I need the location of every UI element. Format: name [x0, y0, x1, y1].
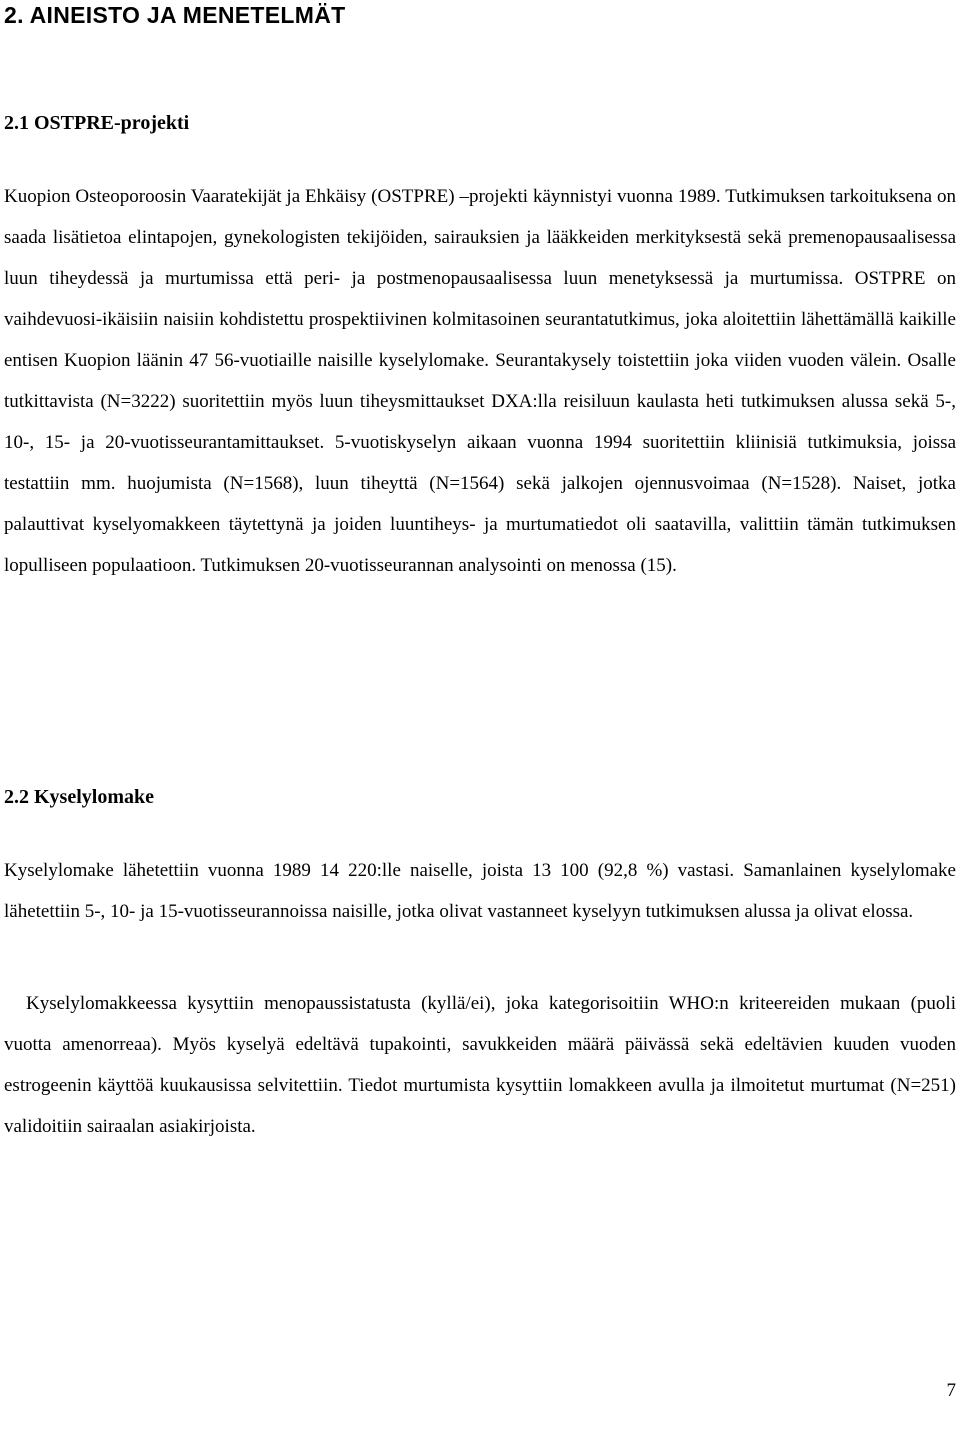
paragraph-kyselylomake-1: Kyselylomake lähetettiin vuonna 1989 14 220:lle naiselle, joista 13 100 (92,8 %) vastasi. Samanlainen kyselylomake lähetettiin 5-, 10- ja 15-vuotisseurannoissa naisille, jotka olivat vastanneet kyselyyn tutkimuksen alussa ja olivat elossa.: [4, 860, 956, 922]
page-number: 7: [946, 1380, 956, 1401]
section-heading-ostpre: 2.1 OSTPRE-projekti: [4, 112, 190, 134]
chapter-heading: 2. AINEISTO JA MENETELMÄT: [4, 2, 346, 28]
paragraph-kyselylomake-2: Kyselylomakkeessa kysyttiin menopaussistatusta (kyllä/ei), joka kategorisoitiin WHO:n kriteereiden mukaan (puoli vuotta amenorreaa). Myös kyselyä edeltävä tupakointi, savukkeiden määrä päivässä sekä edeltävien kuuden vuoden estrogeenin käyttöä kuukausissa selvitettiin. Tiedot murtumista kysyttiin lomakkeen avulla ja ilmoitetut murtumat (N=251) validoitiin sairaalan asiakirjoista.: [4, 993, 956, 1137]
section-heading-kyselylomake: 2.2 Kyselylomake: [4, 786, 154, 808]
paragraph-ostpre: Kuopion Osteoporoosin Vaaratekijät ja Ehkäisy (OSTPRE) –projekti käynnistyi vuonna 1989. Tutkimuksen tarkoituksena on saada lisätietoa elintapojen, gynekologisten tekijöiden, sairauksien ja lääkkeiden merkityksestä sekä premenopausaalisessa luun tiheydessä ja murtumissa että peri- ja postmenopausaalisessa luun menetyksessä ja murtumissa. OSTPRE on vaihdevuosi-ikäisiin naisiin kohdistettu prospektiivinen kolmitasoinen seurantatutkimus, joka aloitettiin lähettämällä kaikille entisen Kuopion läänin 47 56-vuotiaille naisille kyselylomake. Seurantakysely toistettiin joka viiden vuoden välein. Osalle tutkittavista (N=3222) suoritettiin myös luun tiheysmittaukset DXA:lla reisiluun kaulasta heti tutkimuksen alussa sekä 5-, 10-, 15- ja 20-vuotisseurantamittaukset. 5-vuotiskyselyn aikaan vuonna 1994 suoritettiin kliinisiä tutkimuksia, joissa testattiin mm. huojumista (N=1568), luun tiheyttä (N=1564) sekä jalkojen ojennusvoimaa (N=1528). Naiset, jotka palauttivat kyselyomakkeen täytettynä ja joiden luuntiheys- ja murtumatiedot oli saatavilla, valittiin tämän tutkimuksen lopulliseen populaatioon. Tutkimuksen 20-vuotisseurannan analysointi on menossa (15).: [4, 186, 956, 576]
